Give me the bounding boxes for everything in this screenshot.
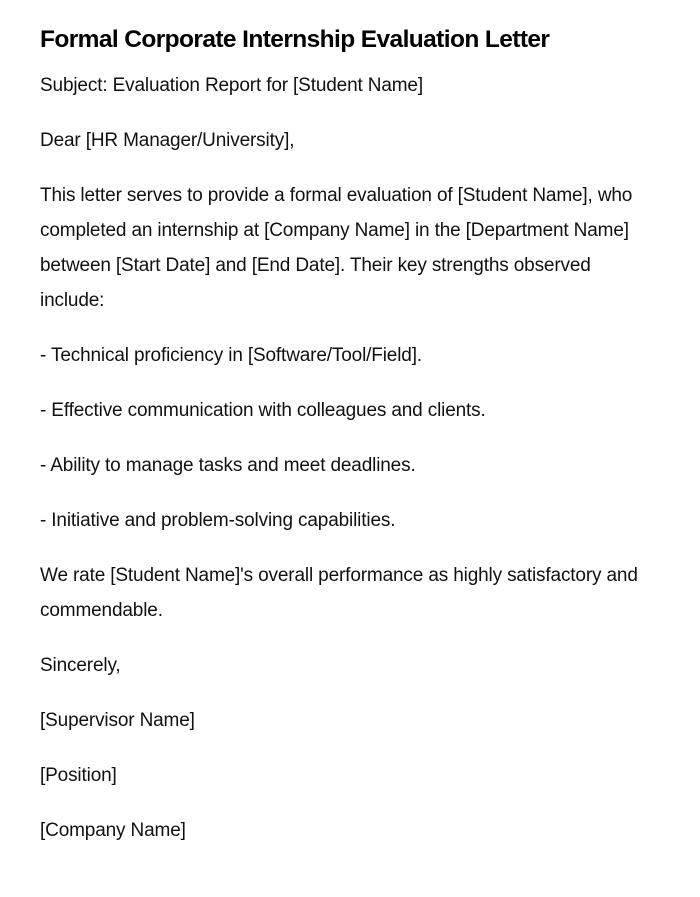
- signature-name: [Supervisor Name]: [40, 710, 195, 731]
- strength-item-technical: - Technical proficiency in [Software/Tool/Field].: [40, 345, 422, 366]
- intro-paragraph: This letter serves to provide a formal evaluation of [Student Name], who completed an internship at [Company Name] in the [Department Name] between [Start Date] and [End Date]. Their key strengths observed include:: [40, 185, 633, 311]
- conclusion-paragraph: We rate [Student Name]'s overall performance as highly satisfactory and commendable.: [40, 565, 638, 621]
- strength-item-initiative: - Initiative and problem-solving capabilities.: [40, 510, 396, 531]
- letter-title: Formal Corporate Internship Evaluation Letter: [40, 26, 550, 53]
- signature-position: [Position]: [40, 765, 117, 786]
- strength-item-deadlines: - Ability to manage tasks and meet deadlines.: [40, 455, 416, 476]
- salutation: Dear [HR Manager/University],: [40, 130, 295, 151]
- subject-line: Subject: Evaluation Report for [Student Name]: [40, 75, 423, 96]
- strength-item-communication: - Effective communication with colleagues and clients.: [40, 400, 486, 421]
- signature-company: [Company Name]: [40, 820, 186, 841]
- closing: Sincerely,: [40, 655, 121, 676]
